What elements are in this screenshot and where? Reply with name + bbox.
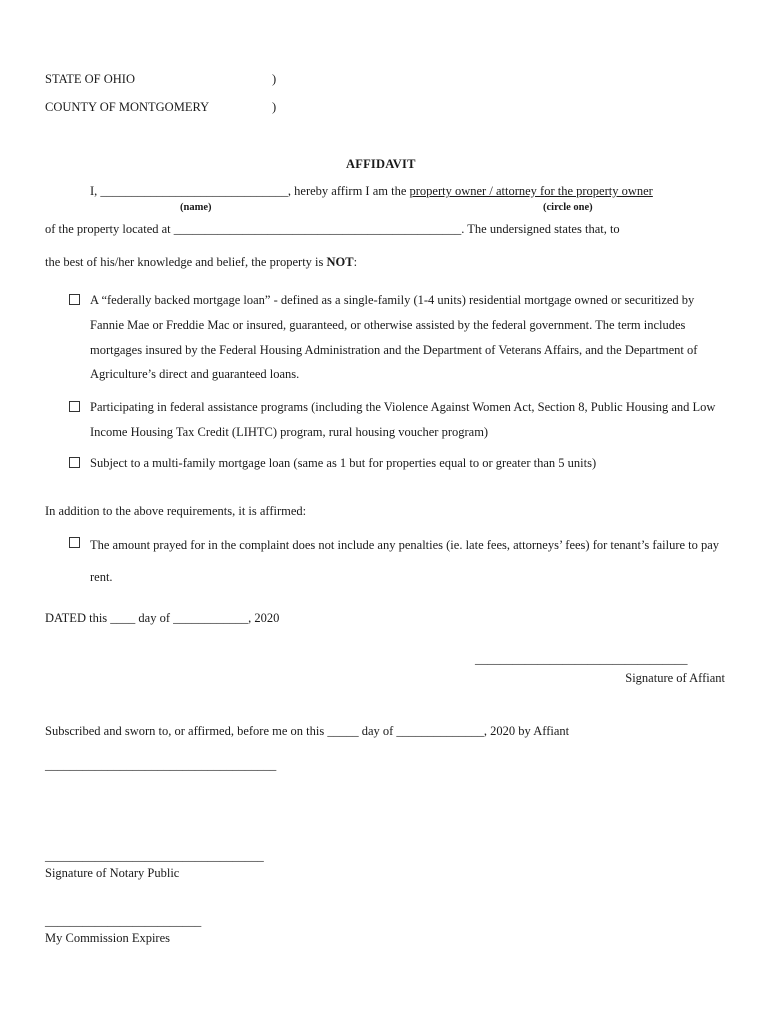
multi-family-checkbox[interactable] xyxy=(69,457,80,468)
sworn-line: Subscribed and sworn to, or affirmed, before me on this _____ day of ______________, 2020 by Affiant xyxy=(45,724,570,738)
property-location-line: of the property located at ______________________________________________. The undersigned states that, to xyxy=(45,222,620,236)
penalty-statement: The amount prayed for in the complaint does not include any penalties (ie. late fees, attorneys’ fees) for tenant’s failure to pay rent. xyxy=(90,538,720,584)
knowledge-colon: : xyxy=(353,255,358,269)
knowledge-line xyxy=(45,255,357,270)
penalty-checkbox[interactable] xyxy=(69,537,80,548)
not-emphasis: NOT xyxy=(326,255,354,269)
county-paren: ) xyxy=(272,100,277,114)
state-label: STATE OF OHIO xyxy=(45,72,135,86)
circle-one-caption: (circle one) xyxy=(543,202,593,213)
commission-line[interactable]: _________________________ xyxy=(45,914,202,928)
affirm-prefix: I, ______________________________, hereby affirm I am the xyxy=(90,184,410,198)
federal-assistance-checkbox[interactable] xyxy=(69,401,80,412)
name-caption: (name) xyxy=(180,202,212,213)
state-paren: ) xyxy=(272,72,277,86)
role-choice[interactable]: property owner / attorney for the property owner xyxy=(409,184,653,198)
document-title: AFFIDAVIT xyxy=(346,157,416,171)
affiant-name-line[interactable]: _____________________________________ xyxy=(45,758,277,772)
knowledge-text: the best of his/her knowledge and belief, the property is xyxy=(45,255,327,269)
commission-label: My Commission Expires xyxy=(45,931,171,945)
notary-signature-line[interactable]: ___________________________________ xyxy=(45,849,264,863)
notary-signature-label: Signature of Notary Public xyxy=(45,866,180,880)
condition-federally-backed: A “federally backed mortgage loan” - defined as a single-family (1-4 units) residential mortgage owned or securitized by Fannie Mae or Freddie Mac or insured, guaranteed, or otherwise assisted by the federal government. The term includes mortgages insured by the Federal Housing Administration and the Department of Veterans Affairs, and the Department of Agriculture’s direct and guaranteed loans. xyxy=(90,293,698,382)
addition-heading: In addition to the above requirements, it is affirmed: xyxy=(45,504,307,518)
affiant-signature-label: Signature of Affiant xyxy=(625,671,725,685)
condition-federal-assistance: Participating in federal assistance programs (including the Violence Against Women Act, Section 8, Public Housing and Low Income Housing Tax Credit (LIHTC) program, rural housing voucher program) xyxy=(90,400,716,439)
condition-multi-family: Subject to a multi-family mortgage loan (same as 1 but for properties equal to or greater than 5 units) xyxy=(90,456,597,470)
dated-line: DATED this ____ day of ____________, 2020 xyxy=(45,611,280,625)
county-label: COUNTY OF MONTGOMERY xyxy=(45,100,210,114)
affiant-signature-line[interactable]: __________________________________ xyxy=(475,652,688,666)
affirm-line xyxy=(90,184,653,199)
federally-backed-checkbox[interactable] xyxy=(69,294,80,305)
